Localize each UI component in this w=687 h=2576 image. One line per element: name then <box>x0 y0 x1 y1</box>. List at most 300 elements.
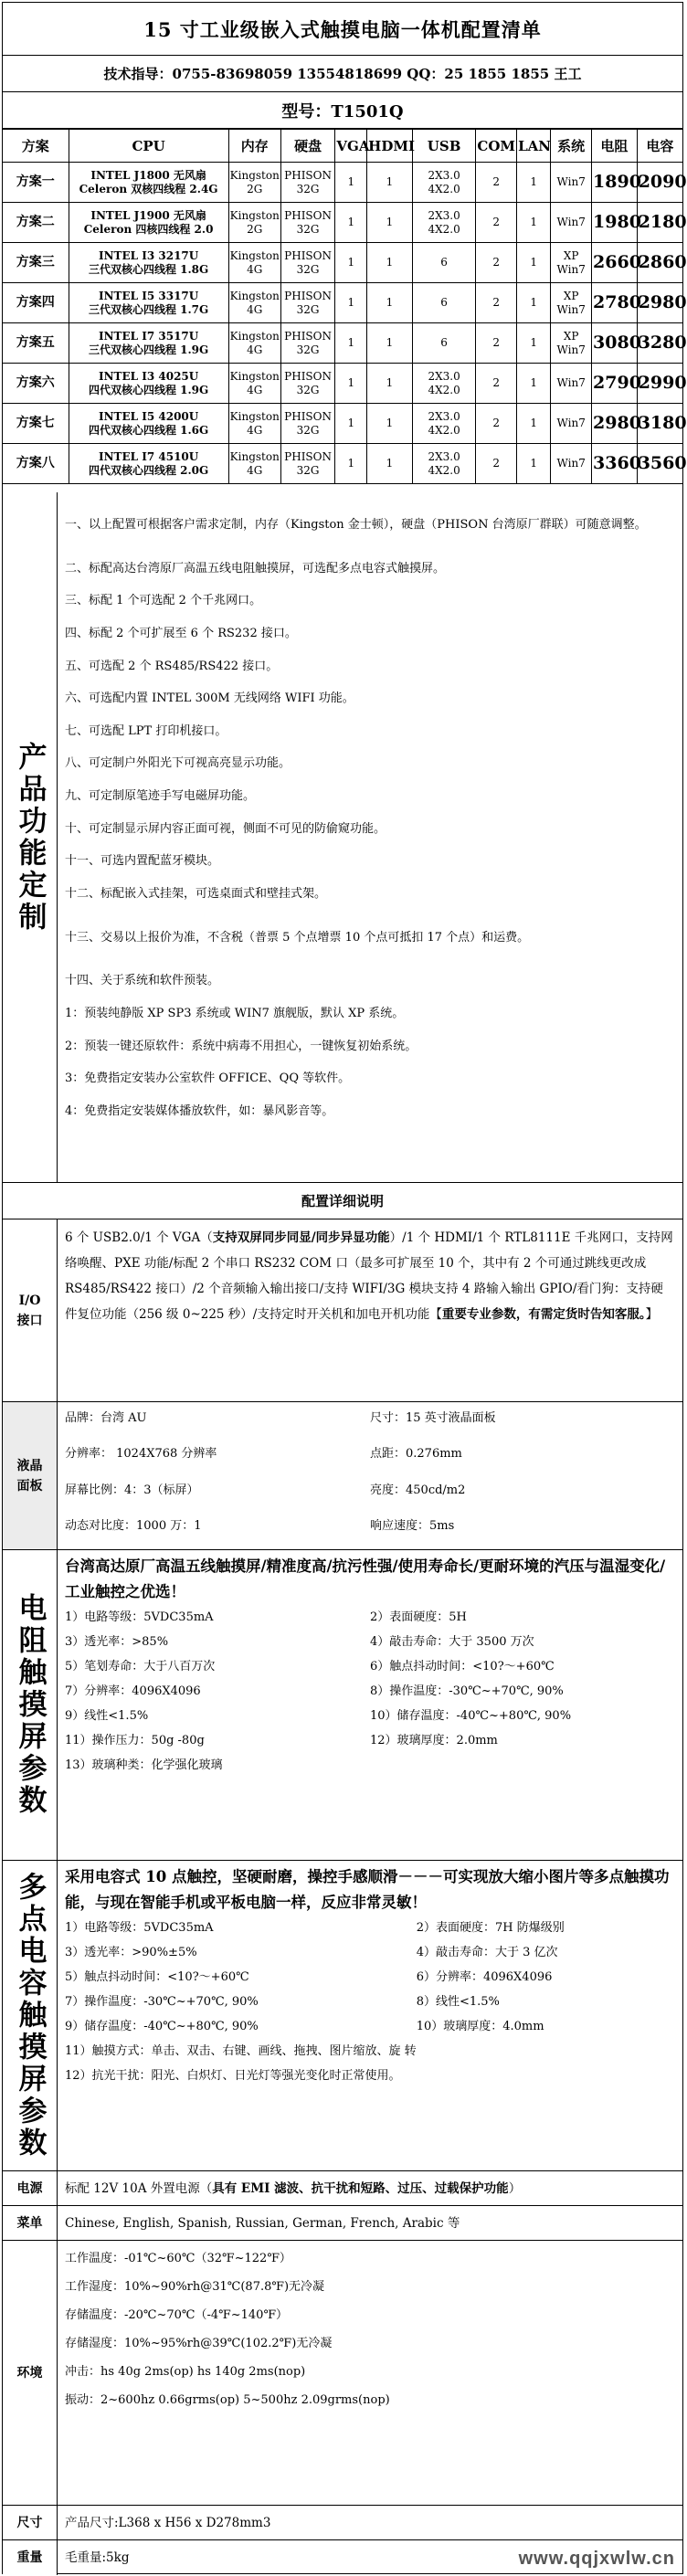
usb-cell-line: 6 <box>440 296 448 309</box>
vga-cell-line: 1 <box>347 216 355 228</box>
plan-cell <box>3 243 69 283</box>
disk-cell-line: PHISON <box>284 409 332 423</box>
capacitive-content <box>58 1861 682 2170</box>
cpu-cell-line: 四代双核心四线程 1.9G <box>88 383 209 396</box>
disk-cell-line: 32G <box>296 182 320 195</box>
cpu-cell <box>69 283 228 323</box>
hdmi-cell <box>367 203 413 243</box>
disk-cell-line: 32G <box>296 423 320 437</box>
resistive-spec-item: 12）玻璃厚度：2.0mm <box>370 1734 498 1747</box>
io-label: I/O 接口 <box>3 1219 58 1401</box>
memory-cell-line: 2G <box>247 182 263 195</box>
cpu-cell-line: INTEL J1800 无风扇 <box>90 168 206 182</box>
plan-cell-line: 方案一 <box>16 174 55 189</box>
capacitive-price-cell <box>637 283 687 323</box>
com-cell-line: 2 <box>492 457 501 470</box>
cpu-cell-line: INTEL I5 3317U <box>98 289 199 302</box>
memory-cell-line: Kingston <box>229 248 280 262</box>
resistive-specs <box>65 1605 675 1778</box>
lcd-spec-item: 点距：0.276mm <box>370 1447 462 1462</box>
usb-cell-line: 6 <box>440 256 448 269</box>
feature-item: 十二、标配嵌入式挂架，可选桌面式和壁挂式架。 <box>65 886 327 901</box>
capacitive-spec-item: 7）操作温度：-30℃~+70℃, 90% <box>65 1995 259 2009</box>
lan-cell <box>517 243 551 283</box>
table-header-cell: 电阻 <box>592 130 638 163</box>
usb-cell <box>412 404 476 444</box>
usb-cell <box>412 364 476 404</box>
cpu-cell-line: Celeron 四核四线程 2.0 <box>83 222 214 236</box>
memory-cell <box>228 203 280 243</box>
os-cell-line: XP <box>563 329 579 343</box>
feature-item: 四、标配 2 个可扩展至 6 个 RS232 接口。 <box>65 626 297 640</box>
capacitive-spec-item: 10）玻璃厚度：4.0mm <box>416 2020 544 2033</box>
resistive-spec-item: 11）操作压力：50g -80g <box>65 1734 205 1747</box>
memory-cell-line: Kingston <box>229 168 280 182</box>
io-text <box>58 1219 682 1401</box>
disk-cell-line: PHISON <box>284 369 332 383</box>
cpu-cell <box>69 364 228 404</box>
memory-cell <box>228 404 280 444</box>
plan-cell-line: 方案七 <box>16 416 55 430</box>
hdmi-cell <box>367 243 413 283</box>
lan-cell <box>517 404 551 444</box>
hdmi-cell-line: 1 <box>386 296 394 309</box>
feature-section <box>3 492 682 1183</box>
feature-item: 4：免费指定安装媒体播放软件，如：暴风影音等。 <box>65 1103 334 1118</box>
disk-cell <box>280 203 335 243</box>
usb-cell-line: 2X3.0 <box>428 409 460 423</box>
feature-list <box>58 492 682 1182</box>
memory-cell <box>228 163 280 203</box>
environment-spec-item: 振动：2~600hz 0.66grms(op) 5~500hz 2.09grms(nop) <box>65 2393 390 2407</box>
memory-cell-line: 4G <box>247 423 263 437</box>
com-cell-line: 2 <box>492 417 501 429</box>
resistive-price-cell-line: 2980 <box>593 413 641 433</box>
table-header-cell: 系统 <box>551 130 592 163</box>
weight-text: 毛重量:5kg <box>65 2550 130 2565</box>
usb-cell-line: 2X3.0 <box>428 168 460 182</box>
capacitive-spec-item: 2）表面硬度：7H 防爆级别 <box>416 1921 565 1935</box>
cpu-cell <box>69 444 228 484</box>
plan-cell-line: 方案三 <box>16 255 55 269</box>
capacitive-headline: 采用电容式 10 点触控，坚硬耐磨，操控手感顺滑－－－可实现放大缩小图片等多点触摸功能，与现在智能手机或平板电脑一样，反应非常灵敏！ <box>65 1868 670 1911</box>
vga-cell <box>335 243 367 283</box>
com-cell-line: 2 <box>492 296 501 309</box>
power-text-1: 标配 12V 10A 外置电源（ <box>65 2181 213 2196</box>
usb-cell-line: 4X2.0 <box>428 423 460 437</box>
plan-cell-line: 方案六 <box>16 375 55 390</box>
os-cell-line: Win7 <box>556 262 586 276</box>
memory-cell-line: 4G <box>247 463 263 477</box>
capacitive-spec-item: 3）透光率：>90%±5% <box>65 1946 197 1959</box>
capacitive-price-cell-line: 3560 <box>638 453 687 473</box>
environment-spec-item: 冲击：hs 40g 2ms(op) hs 140g 2ms(nop) <box>65 2365 306 2379</box>
contact-line: 技术指导：0755-83698059 13554818699 QQ：25 1855 1855 王工 <box>3 56 682 92</box>
disk-cell-line: 32G <box>296 463 320 477</box>
com-cell-line: 2 <box>492 256 501 269</box>
hdmi-cell <box>367 163 413 203</box>
environment-spec-item: 工作湿度：10%~90%rh@31℃(87.8℉)无冷凝 <box>65 2280 325 2294</box>
memory-cell-line: Kingston <box>229 449 280 463</box>
os-cell-line: Win7 <box>556 216 586 228</box>
environment-spec-item: 存储温度：-20℃~70℃（-4℉~140℉） <box>65 2308 289 2322</box>
hdmi-cell-line: 1 <box>386 457 394 470</box>
cpu-cell-line: 三代双核心四线程 1.9G <box>88 343 209 356</box>
capacitive-price-cell <box>637 444 687 484</box>
hdmi-cell <box>367 323 413 364</box>
resistive-spec-item: 2）表面硬度：5H <box>370 1610 467 1624</box>
cpu-cell-line: INTEL I7 3517U <box>98 329 199 343</box>
usb-cell-line: 6 <box>440 336 448 349</box>
lan-cell <box>517 163 551 203</box>
resistive-price-cell <box>592 203 641 243</box>
cpu-cell-line: 三代双核心四线程 1.7G <box>88 302 209 316</box>
cpu-cell-line: INTEL I7 4510U <box>98 449 199 463</box>
cpu-cell <box>69 163 228 203</box>
vga-cell <box>335 444 367 484</box>
hdmi-cell-line: 1 <box>386 336 394 349</box>
resistive-spec-item: 4）敲击寿命：大于 3500 万次 <box>370 1635 534 1649</box>
com-cell <box>476 163 517 203</box>
capacitive-spec-item: 11）触摸方式：单击、双击、右键、画线、拖拽、图片缩放、旋 转 <box>65 2044 417 2058</box>
power-text-2: ） <box>508 2181 522 2196</box>
lan-cell-line: 1 <box>530 296 538 309</box>
power-bold: 具有 EMI 滤波、抗干扰和短路、过压、过载保护功能 <box>212 2181 509 2196</box>
memory-cell <box>228 283 280 323</box>
lcd-section <box>3 1402 682 1550</box>
com-cell <box>476 283 517 323</box>
memory-cell-line: Kingston <box>229 208 280 222</box>
usb-cell-line: 2X3.0 <box>428 449 460 463</box>
usb-cell <box>412 243 476 283</box>
os-cell <box>551 163 592 203</box>
memory-cell <box>228 243 280 283</box>
os-cell <box>551 243 592 283</box>
memory-cell <box>228 364 280 404</box>
plan-cell-line: 方案四 <box>16 295 55 310</box>
capacitive-spec-item: 9）储存温度：-40℃~+80℃, 90% <box>65 2020 259 2033</box>
plan-cell <box>3 203 69 243</box>
table-row <box>3 243 682 283</box>
resistive-spec-item: 6）触点抖动时间：<10?～+60℃ <box>370 1660 555 1673</box>
feature-item: 二、标配高达台湾原厂高温五线电阻触摸屏，可选配多点电容式触摸屏。 <box>65 561 446 575</box>
com-cell <box>476 364 517 404</box>
table-row <box>3 283 682 323</box>
capacitive-spec-item: 4）敲击寿命：大于 3 亿次 <box>416 1946 558 1959</box>
table-header-cell: 内存 <box>228 130 280 163</box>
capacitive-spec-item: 6）分辨率：4096X4096 <box>416 1970 553 1984</box>
capacitive-price-cell <box>637 243 687 283</box>
capacitive-spec-item: 8）线性<1.5% <box>416 1995 500 2009</box>
vga-cell <box>335 404 367 444</box>
usb-cell-line: 4X2.0 <box>428 182 460 195</box>
resistive-price-cell <box>592 364 641 404</box>
os-cell-line: Win7 <box>556 175 586 188</box>
capacitive-price-cell <box>637 364 687 404</box>
lcd-spec-item: 动态对比度：1000 万：1 <box>65 1518 202 1533</box>
hdmi-cell <box>367 283 413 323</box>
feature-item: 一、以上配置可根据客户需求定制，内存（Kingston 金士顿），硬盘（PHISON 台湾原厂群联）可随意调整。 <box>65 518 647 532</box>
io-part-3: 】 <box>645 1307 659 1322</box>
com-cell-line: 2 <box>492 336 501 349</box>
resistive-price-cell <box>592 323 641 364</box>
usb-cell-line: 4X2.0 <box>428 383 460 396</box>
resistive-price-cell <box>592 243 641 283</box>
io-bold-2: 重要专业参数，有需定货时告知客服。 <box>441 1307 646 1322</box>
lan-cell <box>517 283 551 323</box>
disk-cell <box>280 364 335 404</box>
vga-cell <box>335 163 367 203</box>
plan-cell <box>3 283 69 323</box>
capacitive-label: 多点电容触摸屏参数 <box>3 1861 58 2170</box>
capacitive-price-cell-line: 2860 <box>638 252 687 272</box>
os-cell <box>551 203 592 243</box>
resistive-section <box>3 1550 682 1861</box>
vga-cell-line: 1 <box>347 296 355 309</box>
memory-cell-line: Kingston <box>229 369 280 383</box>
vga-cell <box>335 203 367 243</box>
lan-cell <box>517 444 551 484</box>
model-number: 型号：T1501Q <box>3 92 682 129</box>
lan-cell-line: 1 <box>530 376 538 389</box>
os-cell-line: Win7 <box>556 457 586 470</box>
detail-title: 配置详细说明 <box>3 1183 682 1219</box>
disk-cell-line: PHISON <box>284 208 332 222</box>
disk-cell <box>280 323 335 364</box>
resistive-spec-item: 8）操作温度：-30℃~+70℃, 90% <box>370 1684 564 1698</box>
resistive-price-cell-line: 2660 <box>593 252 641 272</box>
environment-label: 环境 <box>3 2241 58 2505</box>
resistive-headline: 台湾高达原厂高温五线触摸屏/精准度高/抗污性强/使用寿命长/更耐环境的汽压与温湿变化/工业触控之优选！ <box>65 1557 666 1600</box>
memory-cell-line: Kingston <box>229 289 280 302</box>
hdmi-cell <box>367 444 413 484</box>
cpu-cell-line: 四代双核心四线程 2.0G <box>88 463 209 477</box>
usb-cell-line: 4X2.0 <box>428 463 460 477</box>
vga-cell-line: 1 <box>347 175 355 188</box>
com-cell-line: 2 <box>492 376 501 389</box>
cpu-cell <box>69 323 228 364</box>
vga-cell <box>335 364 367 404</box>
feature-item: 六、可选配内置 INTEL 300M 无线网络 WIFI 功能。 <box>65 692 354 706</box>
lcd-spec-item: 尺寸：15 英寸液晶面板 <box>370 1411 496 1425</box>
hdmi-cell <box>367 404 413 444</box>
capacitive-spec-item <box>417 2064 675 2088</box>
environment-specs <box>58 2241 682 2505</box>
usb-cell-line: 2X3.0 <box>428 369 460 383</box>
os-cell <box>551 364 592 404</box>
environment-spec-item: 存储湿度：10%~95%rh@39℃(102.2℉)无冷凝 <box>65 2337 333 2350</box>
hdmi-cell-line: 1 <box>386 216 394 228</box>
lan-cell <box>517 323 551 364</box>
resistive-price-cell <box>592 444 641 484</box>
resistive-price-cell <box>592 163 641 203</box>
capacitive-price-cell-line: 2990 <box>638 373 687 393</box>
lcd-spec-item: 分辨率： 1024X768 分辨率 <box>65 1447 217 1462</box>
capacitive-price-cell-line: 2180 <box>638 212 687 232</box>
feature-item: 3：免费指定安装办公室软件 OFFICE、QQ 等软件。 <box>65 1072 351 1086</box>
os-cell-line: XP <box>563 289 579 302</box>
capacitive-price-cell <box>637 203 687 243</box>
cpu-cell-line: Celeron 双核四线程 2.4G <box>79 182 218 195</box>
table-header-cell: 方案 <box>3 130 69 163</box>
capacitive-price-cell <box>637 323 687 364</box>
weight-label: 重量 <box>3 2540 58 2575</box>
table-row <box>3 404 682 444</box>
disk-cell <box>280 163 335 203</box>
power-section <box>3 2171 682 2206</box>
table-header-cell: 硬盘 <box>280 130 335 163</box>
com-cell <box>476 243 517 283</box>
disk-cell <box>280 404 335 444</box>
capacitive-specs <box>65 1916 675 2088</box>
resistive-spec-item <box>370 1753 675 1778</box>
config-table <box>3 129 687 484</box>
os-cell-line: Win7 <box>556 417 586 429</box>
usb-cell <box>412 283 476 323</box>
io-part-1: 6 个 USB2.0/1 个 VGA（ <box>65 1230 213 1245</box>
os-cell <box>551 444 592 484</box>
memory-cell-line: 4G <box>247 302 263 316</box>
feature-item: 1：预装纯静版 XP SP3 系统或 WIN7 旗舰版，默认 XP 系统。 <box>65 1006 405 1020</box>
table-row <box>3 203 682 243</box>
size-label: 尺寸 <box>3 2506 58 2539</box>
disk-cell-line: PHISON <box>284 248 332 262</box>
usb-cell <box>412 444 476 484</box>
com-cell <box>476 404 517 444</box>
resistive-spec-item: 13）玻璃种类：化学强化玻璃 <box>65 1758 223 1772</box>
table-header-cell: CPU <box>69 130 228 163</box>
disk-cell <box>280 243 335 283</box>
lcd-spec-item: 响应速度：5ms <box>370 1518 455 1533</box>
lan-cell-line: 1 <box>530 417 538 429</box>
resistive-price-cell <box>592 283 641 323</box>
watermark: www.qqjxwlw.cn <box>518 2549 675 2569</box>
plan-cell <box>3 404 69 444</box>
capacitive-price-cell-line: 2090 <box>638 172 687 192</box>
table-header-cell: 电容 <box>637 130 682 163</box>
weight-section <box>3 2540 682 2575</box>
table-header-row <box>3 130 682 163</box>
environment-section <box>3 2241 682 2506</box>
table-row <box>3 364 682 404</box>
os-cell-line: XP <box>563 248 579 262</box>
cpu-cell <box>69 404 228 444</box>
disk-cell-line: 32G <box>296 383 320 396</box>
os-cell-line: Win7 <box>556 343 586 356</box>
feature-item: 十一、可选内置配蓝牙模块。 <box>65 854 220 869</box>
table-row <box>3 163 682 203</box>
memory-cell-line: 4G <box>247 343 263 356</box>
lan-cell-line: 1 <box>530 175 538 188</box>
hdmi-cell-line: 1 <box>386 417 394 429</box>
capacitive-price-cell-line: 3180 <box>638 413 687 433</box>
resistive-spec-item: 7）分辨率：4096X4096 <box>65 1684 201 1698</box>
capacitive-price-cell <box>637 404 687 444</box>
feature-item: 十三、交易以上报价为准，不含税（普票 5 个点增票 10 个点可抵扣 17 个点）和运费。 <box>65 930 530 945</box>
hdmi-cell-line: 1 <box>386 376 394 389</box>
table-body <box>3 163 687 484</box>
feature-item: 八、可定制户外阳光下可视高亮显示功能。 <box>65 756 291 771</box>
capacitive-spec-item <box>417 2039 675 2064</box>
io-section <box>3 1219 682 1402</box>
hdmi-cell <box>367 364 413 404</box>
capacitive-price-cell <box>637 163 687 203</box>
feature-item: 十四、关于系统和软件预装。 <box>65 974 220 988</box>
com-cell-line: 2 <box>492 216 501 228</box>
feature-item: 十、可定制显示屏内容正面可视，侧面不可见的防偷窥功能。 <box>65 821 386 836</box>
vga-cell-line: 1 <box>347 336 355 349</box>
cpu-cell-line: 四代双核心四线程 1.6G <box>88 423 209 437</box>
memory-cell-line: 2G <box>247 222 263 236</box>
disk-cell <box>280 283 335 323</box>
memory-cell <box>228 444 280 484</box>
disk-cell-line: PHISON <box>284 329 332 343</box>
plan-cell-line: 方案二 <box>16 215 55 229</box>
capacitive-price-cell-line: 3280 <box>638 333 687 353</box>
lcd-label: 液晶面板 <box>3 1402 58 1549</box>
resistive-price-cell-line: 3080 <box>593 333 641 353</box>
resistive-price-cell-line: 1980 <box>593 212 641 232</box>
cpu-cell-line: INTEL J1900 无风扇 <box>90 208 206 222</box>
cpu-cell <box>69 243 228 283</box>
plan-cell <box>3 323 69 364</box>
resistive-price-cell-line: 3360 <box>593 453 641 473</box>
size-section <box>3 2506 682 2540</box>
com-cell <box>476 323 517 364</box>
lan-cell-line: 1 <box>530 336 538 349</box>
plan-cell-line: 方案八 <box>16 456 55 470</box>
disk-cell-line: 32G <box>296 262 320 276</box>
menu-text: Chinese, English, Spanish, Russian, German, French, Arabic 等 <box>65 2216 460 2231</box>
resistive-spec-item: 1）电路等级：5VDC35mA <box>65 1610 214 1624</box>
capacitive-price-cell-line: 2980 <box>638 292 687 312</box>
vga-cell <box>335 283 367 323</box>
lan-cell-line: 1 <box>530 256 538 269</box>
disk-cell-line: PHISON <box>284 449 332 463</box>
io-bold-1: 支持双屏同步同显/同步异显功能 <box>212 1230 390 1245</box>
menu-label: 菜单 <box>3 2206 58 2240</box>
lcd-spec-item: 亮度：450cd/m2 <box>370 1483 466 1497</box>
page-title: 15 寸工业级嵌入式触摸电脑一体机配置清单 <box>3 3 682 56</box>
hdmi-cell-line: 1 <box>386 256 394 269</box>
cpu-cell-line: INTEL I3 3217U <box>98 248 199 262</box>
cpu-cell <box>69 203 228 243</box>
vga-cell-line: 1 <box>347 457 355 470</box>
disk-cell <box>280 444 335 484</box>
disk-cell-line: 32G <box>296 343 320 356</box>
capacitive-section <box>3 1861 682 2171</box>
resistive-price-cell-line: 2790 <box>593 373 641 393</box>
resistive-price-cell-line: 1890 <box>593 172 641 192</box>
lan-cell <box>517 364 551 404</box>
plan-cell <box>3 364 69 404</box>
cpu-cell-line: 三代双核心四线程 1.8G <box>88 262 209 276</box>
lcd-specs <box>58 1402 682 1549</box>
os-cell <box>551 323 592 364</box>
vga-cell <box>335 323 367 364</box>
memory-cell-line: Kingston <box>229 409 280 423</box>
os-cell-line: Win7 <box>556 376 586 389</box>
resistive-price-cell-line: 2780 <box>593 292 641 312</box>
com-cell <box>476 203 517 243</box>
environment-spec-item: 工作温度：-01℃~60℃（32℉~122℉） <box>65 2252 291 2265</box>
os-cell <box>551 283 592 323</box>
vga-cell-line: 1 <box>347 376 355 389</box>
capacitive-spec-item: 5）触点抖动时间：<10?～+60℃ <box>65 1970 249 1984</box>
feature-item: 三、标配 1 个可选配 2 个千兆网口。 <box>65 594 262 608</box>
usb-cell <box>412 323 476 364</box>
config-sheet <box>2 2 687 2574</box>
